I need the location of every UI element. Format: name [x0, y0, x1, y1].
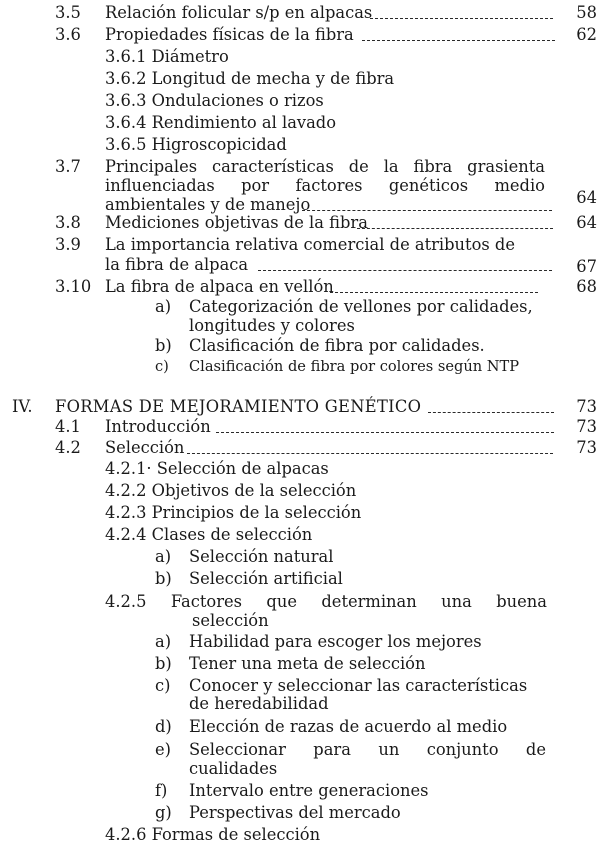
toc-item-letter: c): [155, 358, 169, 375]
toc-item-letter: a): [155, 632, 172, 651]
toc-item-3-10-b: Clasificación de fibra por calidades.: [189, 336, 485, 355]
toc-leader: [362, 40, 555, 41]
toc-entry-4-2: Selección: [105, 438, 185, 457]
toc-entry-3-7-line2: influenciadas por factores genéticos medio: [105, 176, 545, 195]
toc-number-3-6: 3.6: [55, 25, 81, 44]
toc-item-letter: a): [155, 297, 172, 316]
toc-entry-3-6-1: 3.6.1 Diámetro: [105, 47, 229, 66]
toc-item-4-2-5-d: Elección de razas de acuerdo al medio: [189, 717, 508, 736]
toc-entry-3-8: Mediciones objetivas de la fibra: [105, 213, 368, 232]
toc-page-number: 58: [576, 3, 597, 22]
toc-leader: [370, 18, 553, 19]
toc-item-4-2-5-e-line1: Seleccionar para un conjunto de: [189, 740, 546, 759]
toc-item-letter: c): [155, 676, 171, 695]
toc-number-3-7: 3.7: [55, 157, 81, 176]
toc-entry-3-7-line3: ambientales y de manejo: [105, 195, 311, 214]
toc-entry-3-6-5: 3.6.5 Higroscopicidad: [105, 135, 287, 154]
toc-item-3-10-a-line2: longitudes y colores: [189, 316, 355, 335]
toc-number-4-1: 4.1: [55, 417, 81, 436]
toc-item-4-2-5-e-line2: cualidades: [189, 759, 278, 778]
toc-leader: [258, 270, 552, 271]
toc-item-3-10-a-line1: Categorización de vellones por calidades,: [189, 297, 533, 316]
toc-item-4-2-5-f: Intervalo entre generaciones: [189, 781, 429, 800]
toc-item-letter: f): [155, 781, 168, 800]
toc-leader: [216, 432, 554, 433]
toc-entry-4-2-5-line1: 4.2.5 Factores que determinan una buena: [105, 592, 547, 611]
toc-number-3-9: 3.9: [55, 235, 81, 254]
toc-item-letter: d): [155, 717, 172, 736]
toc-number-3-5: 3.5: [55, 3, 81, 22]
chapter-number-iv: IV.: [12, 397, 33, 416]
toc-entry-3-9-line1: La importancia relativa comercial de atributos de: [105, 235, 515, 254]
toc-entry-3-7-line1: Principales características de la fibra grasienta: [105, 157, 545, 176]
toc-page-number: 62: [576, 25, 597, 44]
toc-entry-3-6-3: 3.6.3 Ondulaciones o rizos: [105, 91, 324, 110]
toc-number-3-10: 3.10: [55, 277, 92, 296]
toc-item-letter: e): [155, 740, 171, 759]
toc-entry-4-2-2: 4.2.2 Objetivos de la selección: [105, 481, 357, 500]
toc-item-4-2-5-g: Perspectivas del mercado: [189, 803, 401, 822]
toc-item-letter: b): [155, 654, 172, 673]
toc-leader: [187, 453, 553, 454]
toc-number-4-2: 4.2: [55, 438, 81, 457]
toc-entry-3-6-2: 3.6.2 Longitud de mecha y de fibra: [105, 69, 395, 88]
toc-leader: [330, 292, 538, 293]
toc-entry-4-2-6: 4.2.6 Formas de selección: [105, 825, 321, 844]
toc-item-letter: b): [155, 336, 172, 355]
toc-entry-4-2-4: 4.2.4 Clases de selección: [105, 525, 313, 544]
toc-page-number: 73: [576, 397, 597, 416]
toc-page-number: 73: [576, 417, 597, 436]
toc-item-4-2-5-b: Tener una meta de selección: [189, 654, 426, 673]
toc-entry-4-2-3: 4.2.3 Principios de la selección: [105, 503, 362, 522]
toc-item-letter: b): [155, 569, 172, 588]
toc-page-number: 64: [576, 188, 597, 207]
toc-leader: [357, 228, 553, 229]
toc-leader: [428, 412, 554, 413]
toc-entry-4-2-5-line2: selección: [192, 611, 269, 630]
toc-item-4-2-5-c-line1: Conocer y seleccionar las características: [189, 676, 528, 695]
toc-item-3-10-c: Clasificación de fibra por colores según NTP: [189, 358, 520, 375]
toc-entry-4-1: Introducción: [105, 417, 211, 436]
toc-page-number: 73: [576, 438, 597, 457]
toc-leader: [302, 210, 552, 211]
toc-item-4-2-5-a: Habilidad para escoger los mejores: [189, 632, 482, 651]
toc-item-4-2-4-a: Selección natural: [189, 547, 334, 566]
chapter-title-iv: FORMAS DE MEJORAMIENTO GENÉTICO: [55, 397, 422, 416]
toc-entry-3-9-line2: la fibra de alpaca: [105, 255, 249, 274]
toc-page-number: 64: [576, 213, 597, 232]
toc-item-4-2-4-b: Selección artificial: [189, 569, 343, 588]
toc-item-4-2-5-c-line2: de heredabilidad: [189, 694, 329, 713]
toc-entry-4-2-1: 4.2.1· Selección de alpacas: [105, 459, 329, 478]
toc-page-number: 68: [576, 277, 597, 296]
toc-entry-3-10: La fibra de alpaca en vellón: [105, 277, 334, 296]
toc-entry-3-6: Propiedades físicas de la fibra: [105, 25, 354, 44]
toc-item-letter: g): [155, 803, 172, 822]
toc-number-3-8: 3.8: [55, 213, 81, 232]
toc-page-number: 67: [576, 257, 597, 276]
toc-item-letter: a): [155, 547, 172, 566]
toc-entry-3-5: Relación folicular s/p en alpacas: [105, 3, 373, 22]
toc-entry-3-6-4: 3.6.4 Rendimiento al lavado: [105, 113, 337, 132]
